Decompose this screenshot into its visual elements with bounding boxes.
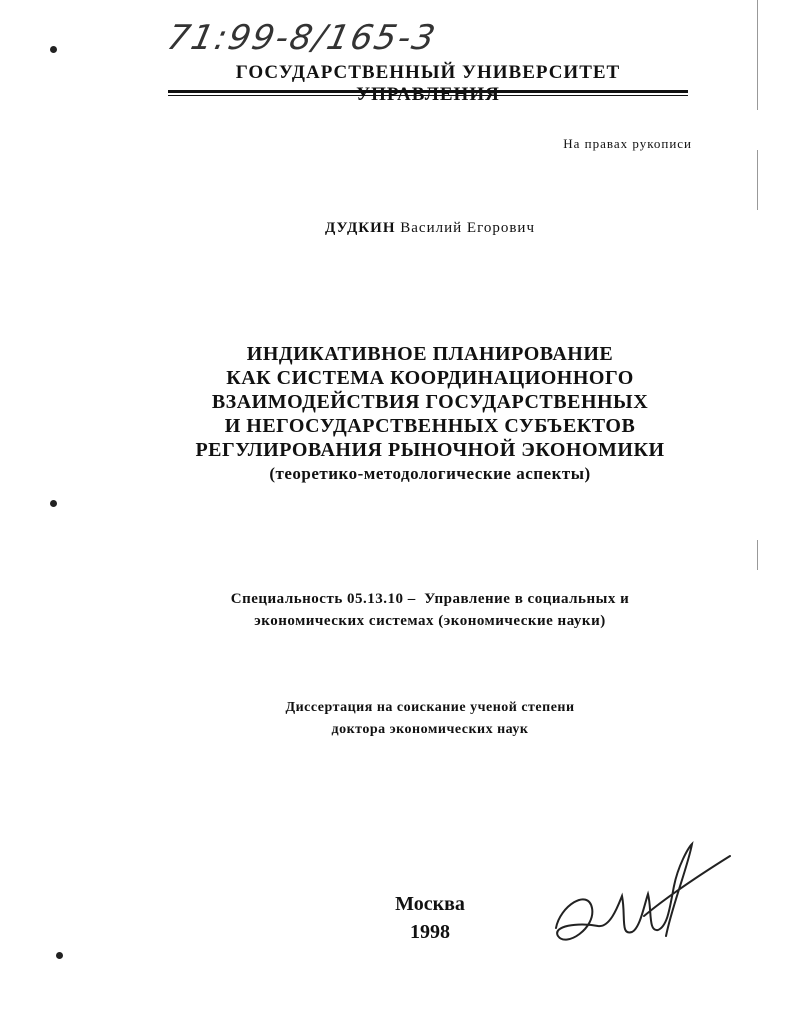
signature [548,836,738,966]
degree-line: Диссертация на соискание ученой степени [285,700,575,715]
scan-mark [56,952,63,959]
title-line: КАК СИСТЕМА КООРДИНАЦИОННОГО [226,367,634,389]
header-rule-thick [168,90,688,93]
degree-statement [0,697,794,741]
scan-edge-line [757,150,758,210]
signature-stroke [556,844,730,940]
header-rule-thin [168,95,688,96]
scan-mark [50,46,57,53]
archive-number: 71:99-8/165-3 [163,18,441,58]
author-given-name: Василий Егорович [400,220,535,236]
specialty-line: экономических системах (экономические науки) [254,613,606,629]
scan-edge-line [757,0,758,110]
year: 1998 [410,921,450,943]
title-line: ВЗАИМОДЕЙСТВИЯ ГОСУДАРСТВЕННЫХ [211,391,649,413]
specialty [0,588,794,632]
title-line: ИНДИКАТИВНОЕ ПЛАНИРОВАНИЕ [246,343,614,365]
scan-edge-line [757,540,758,570]
author [0,220,794,237]
title-line: И НЕГОСУДАРСТВЕННЫХ СУБЪЕКТОВ [224,415,636,437]
title-subtitle: (теоретико-методологические аспекты) [269,464,591,483]
author-surname: ДУДКИН [324,220,396,236]
rights-note: На правах рукописи [563,136,692,151]
scan-mark [50,500,57,507]
university-name: ГОСУДАРСТВЕННЫЙ УНИВЕРСИТЕТ [235,62,621,83]
dissertation-title [0,342,794,486]
degree-line: доктора экономических наук [331,722,529,737]
city: Москва [395,893,465,915]
specialty-line: Специальность 05.13.10 – Управление в социальных и [230,591,630,607]
title-line: РЕГУЛИРОВАНИЯ РЫНОЧНОЙ ЭКОНОМИКИ [195,439,665,461]
